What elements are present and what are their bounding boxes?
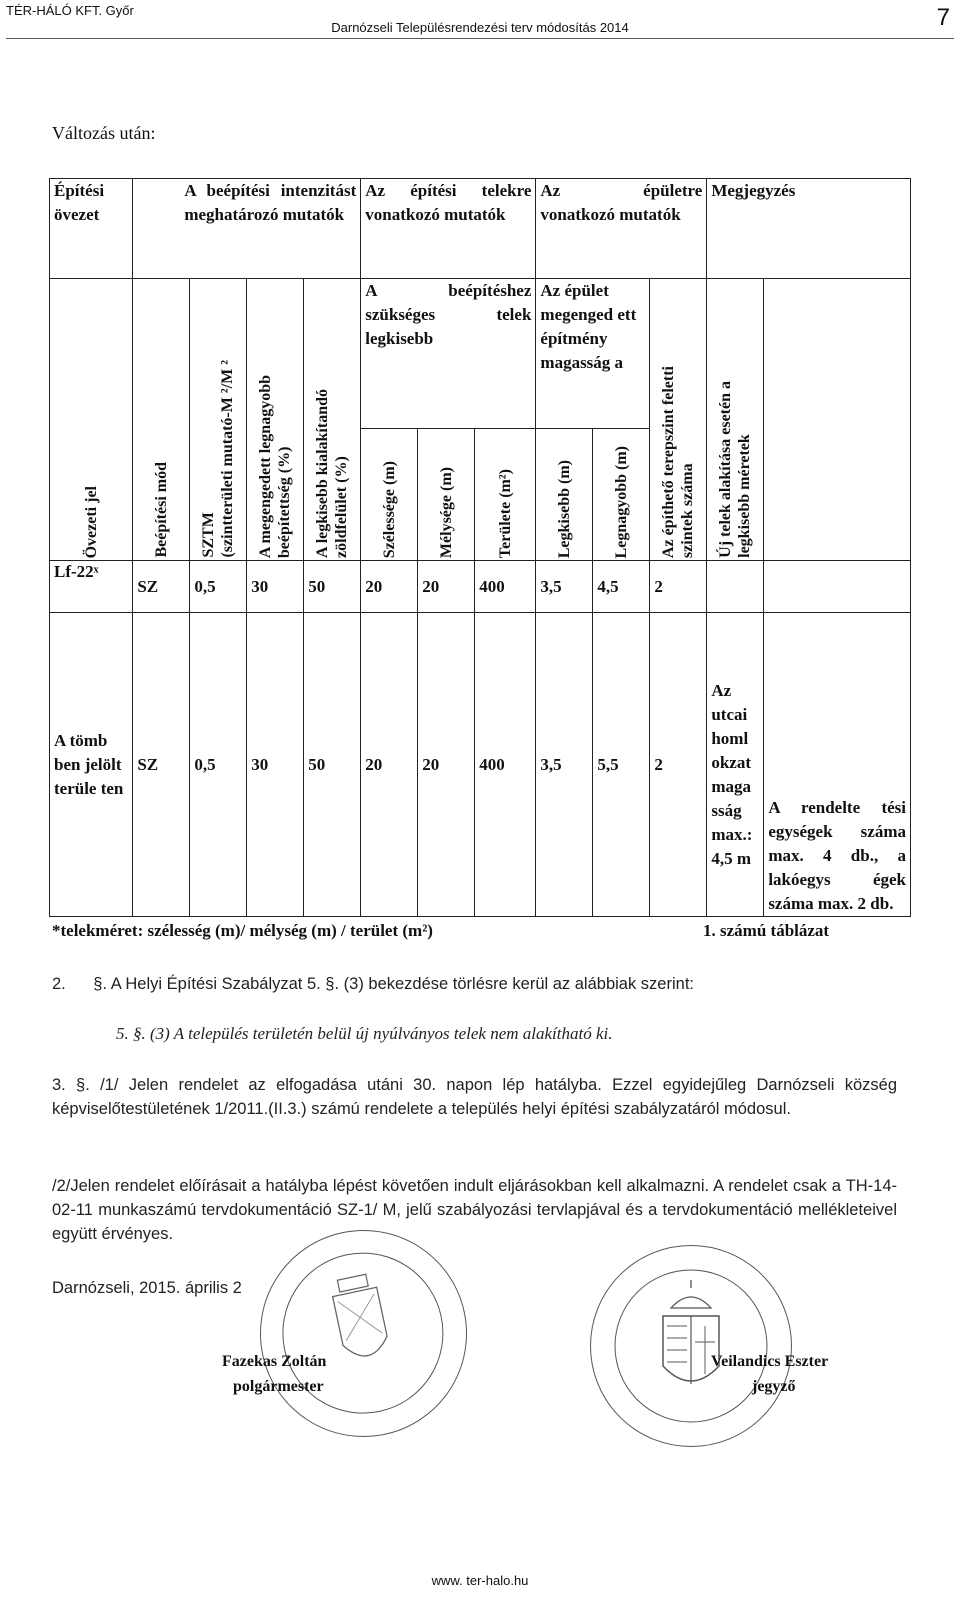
header-document-title: Darnózseli Településrendezési terv módosítás 2014 xyxy=(331,20,629,35)
paragraph-quote: 5. §. (3) A település területén belül új nyúlványos telek nem alakítható ki. xyxy=(116,1024,613,1043)
table-caption: 1. számú táblázat xyxy=(703,921,830,940)
cell-newplot: Az utcai homl okzat maga sság max.: 4,5 m xyxy=(707,613,764,917)
paragraph-3: 3. §. /1/ Jelen rendelet az elfogadása utáni 30. napon lép hatályba. Ezzel egyidejűleg Darnózseli község képviselőtestületének 1/2011.(II.3.) számú rendelete a település helyi építési szabályzatáról módosul. xyxy=(52,1076,897,1118)
office-seal xyxy=(590,1245,792,1447)
cell-newplot xyxy=(707,561,764,613)
paragraph-3-2: /2/Jelen rendelet előírásait a hatályba lépést követően indult eljárásokban kell alkalmazni. A rendelet csak a TH-14-02-11 munkaszámú tervdokumentáció SZ-1/ M, jelű szabályozási tervlapjával és a tervdokumentáció mellékleteivel együtt érvényes. xyxy=(52,1177,897,1243)
cell-mode: SZ xyxy=(133,561,190,613)
header-new-plot: Új telek alakítása esetén a legkisebb méretek xyxy=(707,279,764,561)
header-storeys: Az építhető terepszint feletti szintek száma xyxy=(650,279,707,561)
cell-hmax: 5,5 xyxy=(593,613,650,917)
header-note-empty xyxy=(764,279,911,561)
signature-mayor-role: polgármester xyxy=(233,1378,324,1395)
cell-note: A rendelte tési egységek száma max. 4 db., a lakóegys égek száma max. 2 db. xyxy=(764,613,911,917)
header-company: TÉR-HÁLÓ KFT. Győr xyxy=(6,3,134,18)
cell-area: 400 xyxy=(475,613,536,917)
cell-sztm: 0,5 xyxy=(190,613,247,917)
cell-hmax: 4,5 xyxy=(593,561,650,613)
mayor-seal xyxy=(241,1211,487,1457)
header-height-min: Legkisebb (m) xyxy=(536,429,593,561)
cell-zone: Lf-22ˣ xyxy=(50,561,133,613)
header-height: Az épület megenged ett építmény magasság a xyxy=(536,279,650,429)
header-area: Területe (m²) xyxy=(475,429,536,561)
table-row xyxy=(50,561,911,613)
date-line: Darnózseli, 2015. április 2 xyxy=(52,1279,242,1297)
header-rule xyxy=(6,38,954,39)
header-max-built: A megengedett legnagyobb beépítettség (%) xyxy=(247,279,304,561)
regulation-table xyxy=(49,178,911,917)
cell-storeys: 2 xyxy=(650,613,707,917)
header-height-max: Legnagyobb (m) xyxy=(593,429,650,561)
cell-mode: SZ xyxy=(133,613,190,917)
cell-sztm: 0,5 xyxy=(190,561,247,613)
intro-heading: Változás után: xyxy=(52,123,156,143)
signature-clerk-role: jegyző xyxy=(752,1378,796,1395)
cell-built: 30 xyxy=(247,561,304,613)
cell-width: 20 xyxy=(361,613,418,917)
header-plot: Az építési telekre vonatkozó mutatók xyxy=(361,179,536,279)
header-intensity: A beépítési intenzitást meghatározó mutatók xyxy=(133,179,361,279)
cell-area: 400 xyxy=(475,561,536,613)
footer-url: www. ter-halo.hu xyxy=(431,1573,529,1588)
paragraph-2: 2. §. A Helyi Építési Szabályzat 5. §. (3) bekezdése törlésre kerül az alábbiak szerint: xyxy=(52,975,694,993)
header-plot-min: A beépítéshez szükséges telek legkisebb xyxy=(361,279,536,429)
table-footnote: *telekméret: szélesség (m)/ mélység (m) / terület (m²) xyxy=(52,921,433,940)
cell-hmin: 3,5 xyxy=(536,561,593,613)
coat-of-arms-icon xyxy=(591,1246,791,1446)
header-sztm: SZTM (szintterületi mutató-M ²/M ² xyxy=(190,279,247,561)
crest-icon xyxy=(242,1212,485,1455)
header-width: Szélessége (m) xyxy=(361,429,418,561)
cell-note xyxy=(764,561,911,613)
header-zone-sign: Övezeti jel xyxy=(50,279,133,561)
header-zone: Építési övezet xyxy=(50,179,133,279)
signature-clerk-name: Veilandics Eszter xyxy=(711,1353,829,1370)
cell-depth: 20 xyxy=(418,613,475,917)
cell-zone: A tömb ben jelölt terüle ten xyxy=(50,613,133,917)
header-depth: Mélysége (m) xyxy=(418,429,475,561)
cell-width: 20 xyxy=(361,561,418,613)
table-row xyxy=(50,613,911,917)
cell-depth: 20 xyxy=(418,561,475,613)
header-building: Az épületre vonatkozó mutatók xyxy=(536,179,707,279)
cell-green: 50 xyxy=(304,613,361,917)
signature-mayor-name: Fazekas Zoltán xyxy=(222,1353,327,1370)
header-min-green: A legkisebb kialakítandó zöldfelület (%) xyxy=(304,279,361,561)
header-build-mode: Beépítési mód xyxy=(133,279,190,561)
cell-hmin: 3,5 xyxy=(536,613,593,917)
header-note: Megjegyzés xyxy=(707,179,911,279)
cell-storeys: 2 xyxy=(650,561,707,613)
cell-green: 50 xyxy=(304,561,361,613)
cell-built: 30 xyxy=(247,613,304,917)
page-number: 7 xyxy=(936,4,950,31)
